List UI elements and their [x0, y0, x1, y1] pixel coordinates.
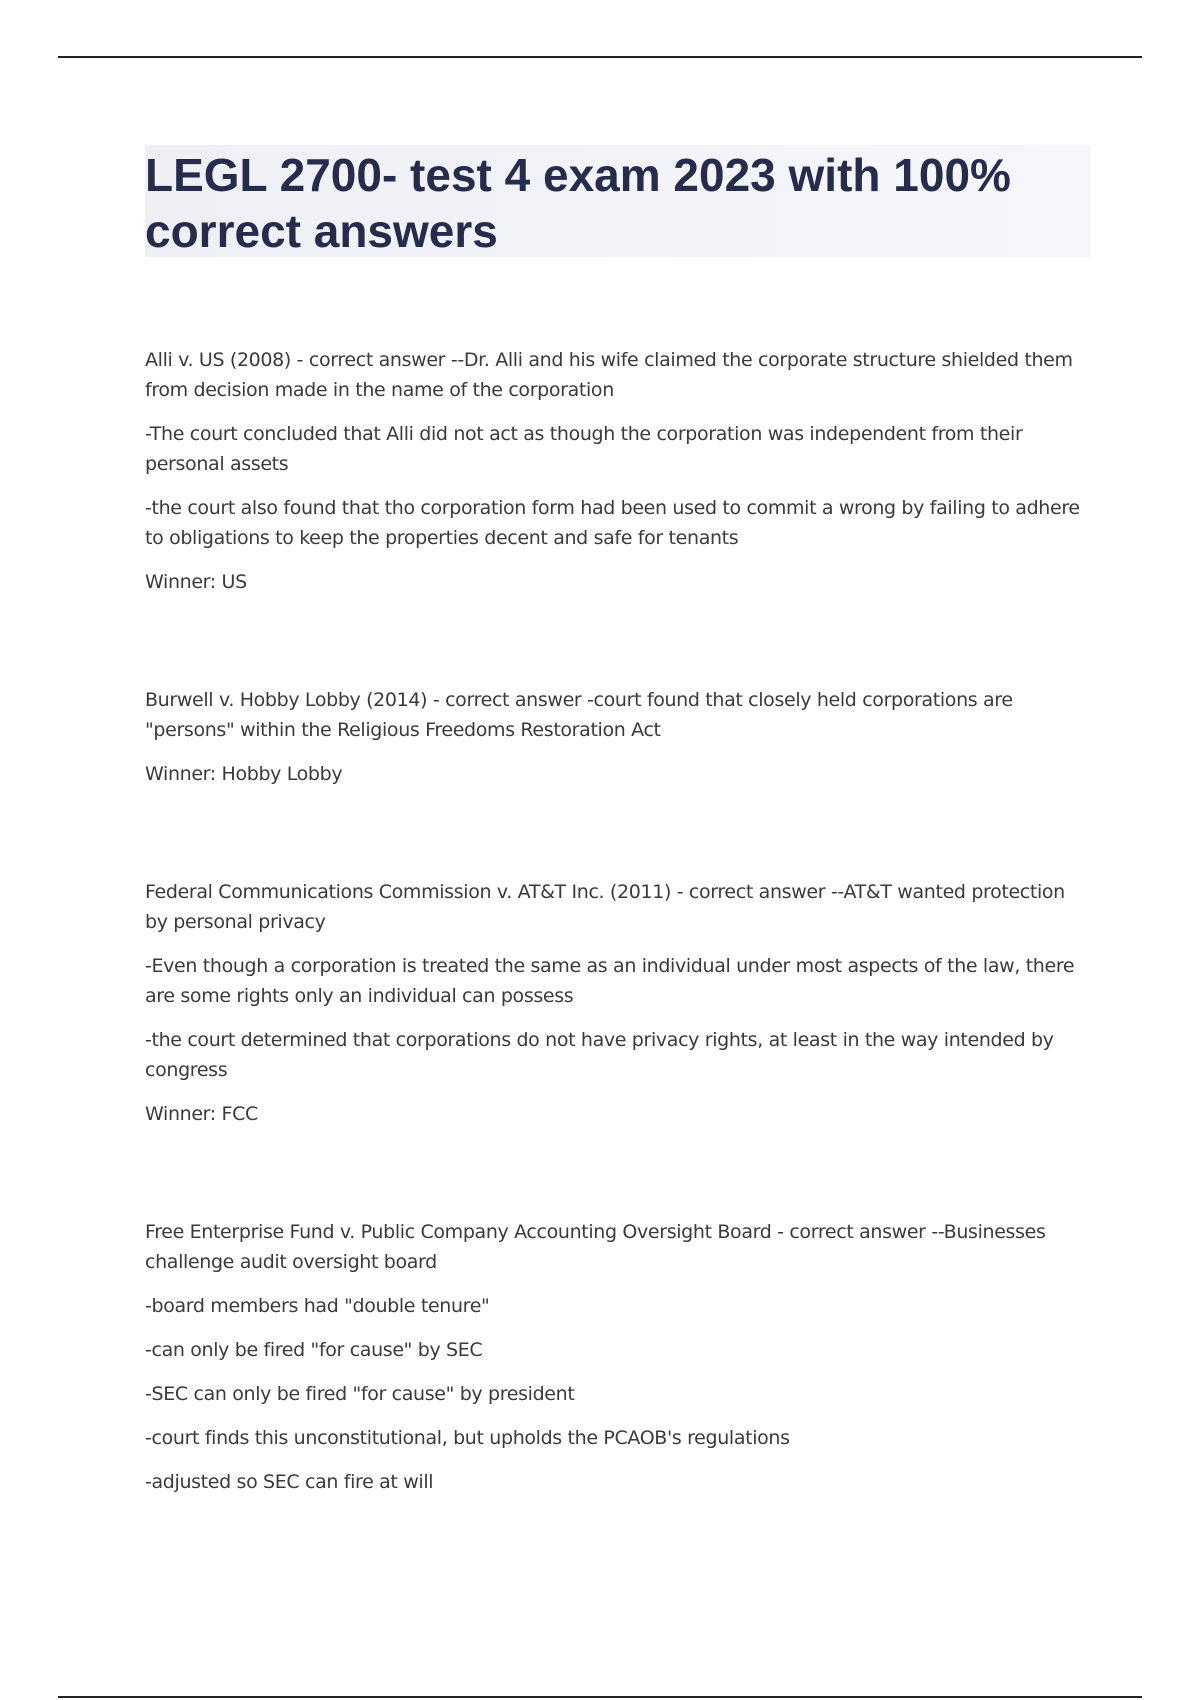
entry-winner: Winner: Hobby Lobby — [145, 763, 343, 785]
entry-question-answer: Free Enterprise Fund v. Public Company Accounting Oversight Board - correct answer --Businesses challenge audit oversight board — [145, 1221, 1046, 1273]
entry-detail: -SEC can only be fired "for cause" by president — [145, 1383, 575, 1405]
entry-detail: -board members had "double tenure" — [145, 1295, 490, 1317]
entry-winner: Winner: FCC — [145, 1103, 258, 1125]
document-body — [145, 345, 1090, 1511]
qa-entry-free-enterprise — [145, 1217, 1090, 1497]
entry-detail: -adjusted so SEC can fire at will — [145, 1471, 434, 1493]
entry-question-answer: Burwell v. Hobby Lobby (2014) - correct answer -court found that closely held corporations are "persons" within the Religious Freedoms Restoration Act — [145, 689, 1013, 741]
qa-entry-alli — [145, 345, 1090, 597]
bottom-divider — [58, 1696, 1142, 1698]
entry-detail: -the court determined that corporations do not have privacy rights, at least in the way intended by congress — [145, 1029, 1054, 1081]
title-banner — [145, 145, 1090, 257]
entry-winner: Winner: US — [145, 571, 247, 593]
entry-question-answer: Federal Communications Commission v. AT&T Inc. (2011) - correct answer --AT&T wanted protection by personal privacy — [145, 881, 1065, 933]
qa-entry-fcc — [145, 877, 1090, 1129]
entry-detail: -the court also found that tho corporation form had been used to commit a wrong by failing to adhere to obligations to keep the properties decent and safe for tenants — [145, 497, 1080, 549]
qa-entry-hobby-lobby — [145, 685, 1090, 789]
document-title: LEGL 2700- test 4 exam 2023 with 100% correct answers — [145, 149, 1011, 257]
entry-detail: -The court concluded that Alli did not act as though the corporation was independent from their personal assets — [145, 423, 1023, 475]
entry-question-answer: Alli v. US (2008) - correct answer --Dr. Alli and his wife claimed the corporate structure shielded them from decision made in the name of the corporation — [145, 349, 1073, 401]
top-divider — [58, 56, 1142, 58]
entry-detail: -can only be fired "for cause" by SEC — [145, 1339, 483, 1361]
entry-detail: -court finds this unconstitutional, but upholds the PCAOB's regulations — [145, 1427, 790, 1449]
entry-detail: -Even though a corporation is treated the same as an individual under most aspects of the law, there are some rights only an individual can possess — [145, 955, 1075, 1007]
